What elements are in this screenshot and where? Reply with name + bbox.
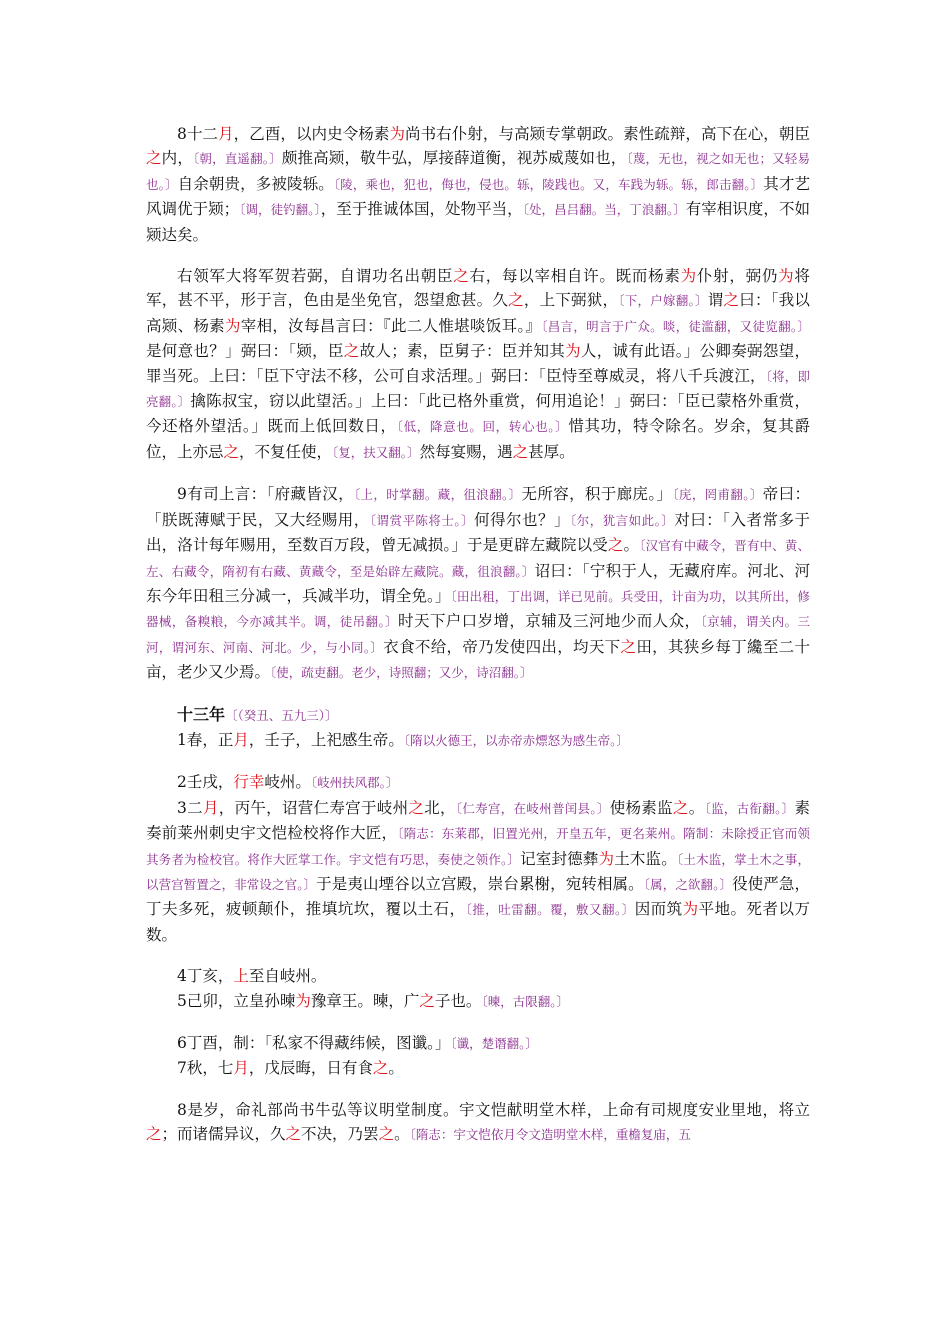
body-text: 3二 [177,798,203,817]
body-text: 。 [688,798,705,817]
body-text: 至自岐州。 [248,967,327,986]
body-text: 右领军大将军贺若弼，自谓功名出朝臣 [177,267,454,286]
annotation-note: 〔谓赏平陈将士。〕 [369,512,475,528]
entry-paragraph [146,989,810,1014]
body-text: 5己卯，立皇孙暕 [177,991,296,1010]
annotation-note: 〔朝，直遥翻。〕 [193,151,282,167]
paragraph-8-yang-su [146,122,810,247]
highlighted-text: 月 [233,1059,249,1078]
body-text: 于是夷山堙谷以立宫殿，崇台累榭，宛转相属。 [316,874,644,893]
annotation-note: 〔暕，古限翻。〕 [481,993,569,1009]
body-text: 帝曰：「朕既薄赋于民，又大经赐用， [146,485,810,529]
highlighted-text: 之 [146,149,162,168]
body-text: ；而诸儒异议，久 [161,1125,286,1144]
year-entries [146,728,810,1148]
entry-paragraph [146,728,810,753]
body-text: 将军，甚不平，形于言，色由是坐免官，怨望愈甚。久 [146,267,810,310]
body-text: 人，诚有此语。」公卿奏弼怨望，罪当死。上曰：「臣下守法不移，公可自求活理。」弼曰：「臣恃至尊威灵，将八千兵渡江， [146,342,810,385]
body-text: 不决，乃罢 [301,1125,379,1144]
body-text: 尚书右仆射，与高颎专掌朝政。素性疏辩，高下在心，朝臣 [405,125,810,143]
highlighted-text: 之 [408,798,425,817]
highlighted-text: 之 [723,291,740,310]
body-text: 。 [394,1125,410,1144]
highlighted-text: 之 [512,442,529,461]
body-text: 2壬戌， [177,773,234,792]
body-text: 故人；素，臣舅子：臣并知其 [359,342,566,361]
body-text: 宰相，汝每昌言曰：『此二人惟堪啖饭耳。』 [240,316,542,335]
annotation-note: 〔复，扶又翻。〕 [332,444,420,460]
highlighted-text: 之 [372,1059,389,1078]
body-text: 然每宴赐，遇 [419,442,513,461]
entry-paragraph [146,1056,810,1080]
body-text: 使杨素监 [609,798,673,817]
annotation-note: 〔调，徒钓翻。〕 [239,202,321,218]
body-text: 平地。死者以万数。 [146,900,810,944]
highlighted-text: 月 [218,125,234,143]
body-text: ，不复任使， [239,442,333,461]
body-text: ，上下弼狱， [523,291,619,310]
body-text: 何得尔也？」 [474,510,570,529]
annotation-note: 〔京辅，谓关内。三河，谓河东、河南、河北。少，与小同。〕 [146,614,810,655]
highlighted-text: 为 [598,849,615,868]
annotation-note: 〔属，之欲翻。〕 [643,876,733,892]
body-text: ，丙午，诏营仁寿宫于岐州 [218,798,409,817]
annotation-note: 〔土木监，掌土木之事，以营宫暂置之，非常设之官。〕 [146,851,810,892]
body-text: 其才艺风调优于颎； [146,174,810,219]
highlighted-text: 为 [565,342,581,361]
highlighted-text: 之 [453,267,470,286]
highlighted-text: 月 [202,798,219,817]
body-text: 内， [161,149,193,168]
body-text: 衣食不给，帝乃发使四出，均天下 [383,637,621,656]
entry-paragraph [146,770,810,795]
body-text: 因而筑 [634,900,683,919]
body-text: 6丁酉，制：「私家不得藏纬候，图谶。」 [177,1034,451,1052]
body-text: 颇推高颎，敬牛弘，厚接薛道衡，视苏威蔑如也， [281,149,627,168]
annotation-note: 〔下，户嫁翻。〕 [618,293,708,309]
highlighted-text: 之 [672,798,689,817]
body-text: 8是岁，命礼部尚书牛弘等议明堂制度。宇文恺献明堂木样，上命有司规度安业里地，将立 [177,1100,810,1119]
highlighted-text: 月 [233,730,249,749]
annotation-note: 〔庑，罔甫翻。〕 [672,487,763,503]
body-text: 甚厚。 [528,442,575,461]
highlighted-text: 之 [343,342,360,361]
highlighted-text: 行幸 [233,773,265,792]
entry-paragraph [146,1031,810,1056]
highlighted-text: 之 [378,1125,395,1144]
year-title: 十三年 [177,704,226,724]
annotation-note: 〔上，时掌翻。藏，徂浪翻。〕 [353,487,522,503]
body-text: 。 [623,536,640,555]
body-text: 对曰：「入者常多于出，洛计每年赐用，至数百万段，曾无减损。」于是更辟左藏院以受 [146,510,810,555]
annotation-note: 〔隋志：东莱郡，旧置光州，开皇五年，更名莱州。隋制：未除授正官而领其务者为检校官。将作大匠掌工作。宇文恺有巧思，奏使之领作。〕 [146,826,810,867]
entry-paragraph [146,964,810,988]
document-page [146,122,810,1165]
body-text: ，乙酉，以内史令杨素 [233,125,390,143]
body-text: 是何意也？」弼曰：「颎，臣 [146,342,344,361]
highlighted-text: 上 [233,967,249,986]
body-text: 北， [424,798,456,817]
body-text: 1春，正 [177,730,234,749]
annotation-note: 〔田出租，丁出调，详已见前。兵受田，计亩为功，以其所出，修器械，备糗粮，今亦减其半。调，徒吊翻。〕 [146,588,810,630]
annotation-note: 〔尔，犹言如此。〕 [570,512,675,528]
annotation-note: 〔使，疏吏翻。老少，诗照翻；又少，诗沼翻。〕 [270,665,533,681]
annotation-note: 〔推，吐雷翻。覆，敷又翻。〕 [465,902,635,918]
highlighted-text: 为 [389,125,406,143]
body-text: 谓 [707,291,724,310]
body-text: 豫章王。暕，广 [310,991,420,1010]
body-text: 岐州。 [264,773,311,792]
body-text: 惜其功，特令除名。岁余，复其爵位，上亦忌 [146,417,810,461]
body-text: ，戊辰晦，日有食 [248,1059,373,1078]
body-text: 4丁亥， [177,967,234,986]
body-text: 8十二 [177,125,219,143]
body-text: 土木监。 [614,849,677,868]
highlighted-text: 为 [224,316,241,335]
highlighted-text: 之 [607,536,624,555]
paragraph-9-treasury [146,482,810,685]
body-text: ，壬子，上祀感生帝。 [248,730,404,749]
highlighted-text: 之 [223,442,240,461]
entry-paragraph [146,1098,810,1148]
body-text: 役使严急，丁夫多死，疲顿颠仆，推填坑坎，覆以土石， [146,874,810,919]
highlighted-text: 为 [295,991,311,1010]
annotation-note: 〔岐州扶风郡。〕 [310,775,399,791]
annotation-note: 〔隋以火德王，以赤帝赤熛怒为感生帝。〕 [403,732,629,748]
annotation-note: 〔隋志：宇文恺依月令文造明堂木样，重檐复庙，五 [409,1127,691,1143]
body-text: ，至于推诚体国，处物平当， [320,200,523,219]
body-text: 诏曰：「宁积于人，无藏府库。河北、河东今年田租三分减一，兵减半功，谓全免。」 [146,561,810,605]
highlighted-text: 之 [146,1125,162,1144]
body-text: 有宰相识度，不如颎达矣。 [146,200,810,244]
annotation-note: 〔汉官有中藏令，晋有中、黄、左、右藏令，隋初有右藏、黄藏令，至是始辟左藏院。藏，徂浪翻。〕 [146,538,810,579]
body-text: 素奏前莱州刺史宇文恺检校将作大匠， [146,798,810,843]
entry-paragraph [146,796,810,947]
highlighted-text: 为 [680,267,697,286]
body-text: 子也。 [434,991,482,1010]
annotation-note: 〔将，即亮翻。〕 [146,368,810,410]
annotation-note: 〔仁寿宫，在岐州普闰县。〕 [455,800,610,816]
paragraph-he-ruo-bi [146,264,810,465]
highlighted-text: 之 [419,991,435,1010]
body-text: 7秋，七 [177,1059,234,1078]
body-text: 记室封德彝 [520,849,599,868]
highlighted-text: 之 [285,1125,302,1144]
annotation-note: 〔陵，乘也，犯也，侮也，侵也。轹，陵践也。又，车践为轹。轹，郎击翻。〕 [333,176,764,192]
annotation-note: 〔处，昌吕翻。当，丁浪翻。〕 [522,202,686,218]
body-text: 右，每以宰相自许。既而杨素 [469,267,681,286]
year-note: 〔（癸丑、五九三）〕 [225,707,338,723]
body-text: 自余朝贵，多被陵轹。 [177,174,334,193]
body-text: 曰：「我以高颎、杨素 [146,291,810,335]
highlighted-text: 之 [508,291,524,310]
body-text: 无所容，积于廊庑。」 [521,485,673,504]
highlighted-text: 为 [682,900,699,919]
body-text: 仆射，弼仍 [696,267,779,286]
body-text: 田，其狭乡每丁纔至二十亩，老少又少焉。 [146,637,810,682]
annotation-note: 〔昌言，明言于广众。啖，徒滥翻，又徒览翻。〕 [541,318,810,334]
body-text: 9有司上言：「府藏皆汉， [177,485,354,504]
body-text: 擒陈叔宝，窃以此望活。」上曰：「此已格外重赏，何用追论！」弼曰：「臣已蒙格外重赏，今还格外望活。」既而上低回数日， [146,392,810,436]
year-heading [146,703,810,728]
annotation-note: 〔监，古衔翻。〕 [704,800,795,816]
body-text: 。 [388,1059,404,1078]
annotation-note: 〔低，降意也。回，转心也。〕 [396,419,569,435]
highlighted-text: 之 [620,637,637,656]
annotation-note: 〔谶，楚谮翻。〕 [450,1036,538,1051]
annotation-note: 〔蔑，无也，视之如无也；又轻易也。〕 [146,151,810,192]
body-text: 时天下户口岁增，京辅及三河地少而人众， [398,612,701,631]
highlighted-text: 为 [778,267,795,286]
